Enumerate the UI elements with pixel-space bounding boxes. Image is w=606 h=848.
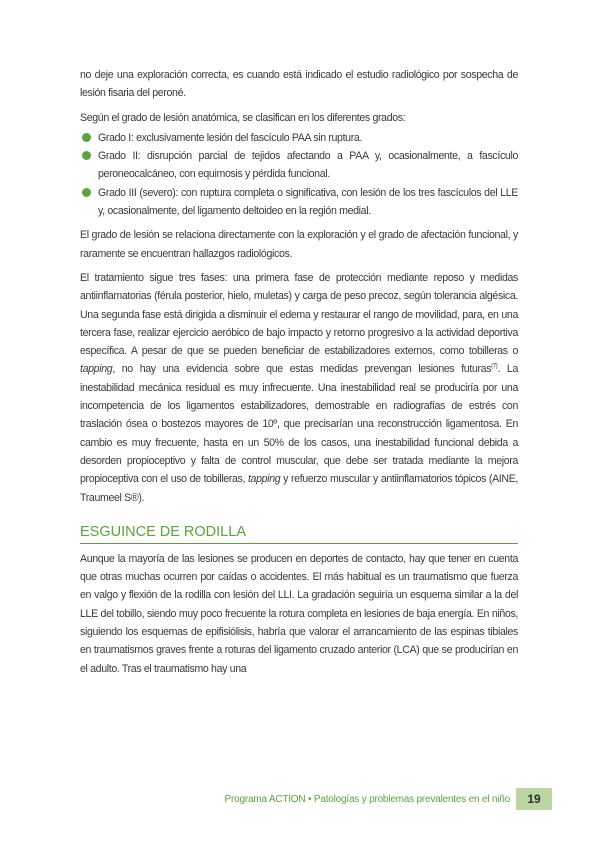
- treatment-text-1: El tratamiento sigue tres fases: una primera fase de protección mediante reposo y medidas antiinflamatorias (férula posterior, hielo, muletas) y carga de peso precoz, según tolerancia algésica. Una segunda fase está dirigida a disminuir el edema y restaurar el rango de movilidad, para, en una tercera fase, realizar ejercicio aeróbico de bajo impacto y retorno progresivo a la actividad deportiva específica. A pesar de que se pueden beneficiar de estabilizadores externos, como tobilleras o: [80, 271, 518, 358]
- continuation-paragraph: no deje una exploración correcta, es cuando está indicado el estudio radiológico por sospecha de lesión fisaria del peroné.: [80, 69, 518, 100]
- grade-1-text: Grado I: exclusivamente lesión del fascículo PAA sin ruptura.: [98, 131, 363, 144]
- grade-3-text: Grado III (severo): con ruptura completa o significativa, con lesión de los tres fascículos del LLE y, ocasionalmente, del ligamento deltoideo en la región medial.: [98, 186, 518, 218]
- bullet-icon: [82, 133, 91, 142]
- reference-marker: (7): [491, 363, 498, 370]
- footer-text: Programa ACTION • Patologías y problemas prevalentes en el niño: [224, 794, 510, 805]
- grades-list: [80, 129, 518, 220]
- relation-paragraph: El grado de lesión se relaciona directamente con la exploración y el grado de afectación funcional, y raramente se encuentran hallazgos radiológicos.: [80, 229, 518, 260]
- grade-2-text: Grado II: disrupción parcial de tejidos afectando a PAA y, ocasionalmente, a fascículo peroneocalcáneo, con equimosis y pérdida funcional.: [98, 150, 518, 181]
- list-item: [80, 184, 518, 221]
- section-title: ESGUINCE DE RODILLA: [80, 523, 518, 544]
- treatment-text-2: , no hay una evidencia sobre que estas medidas prevengan lesiones futuras: [112, 363, 492, 376]
- page-content: [80, 66, 518, 684]
- bullet-icon: [82, 151, 91, 160]
- page-footer: [0, 788, 606, 814]
- bullet-icon: [82, 188, 91, 197]
- section-body-paragraph: Aunque la mayoría de las lesiones se producen en deportes de contacto, hay que tener en cuenta que otras muchas ocurren por caídas o accidentes. El más habitual es un traumatismo que fuerza en valgo y flexión de la rodilla con lesión del LLI. La gradación seguiría un esquema similar a la del LLE del tobillo, siendo muy poco frecuente la rotura completa en lesiones de baja energía. En niños, siguiendo los esquemas de epifisiólisis, habría que valorar el arrancamiento de las espinas tibiales en traumatismos graves frente a roturas del ligamento cruzado anterior (LCA) que se producirían en el adulto. Tras el traumatismo hay una: [80, 552, 518, 675]
- page-number: 19: [516, 788, 552, 810]
- list-item: [80, 147, 518, 184]
- treatment-emphasis-2: tapping: [247, 473, 281, 486]
- treatment-paragraph: [80, 269, 518, 507]
- treatment-text-3: . La inestabilidad mecánica residual es muy infrecuente. Una inestabilidad real se produciría por una incompetencia de los ligamentos estabilizadores, demostrable en radiografías de estrés con traslación ósea o bostezos mayores de 10º, que precisarían una reconstrucción ligamentosa. En cambio es muy frecuente, hasta en un 50% de los casos, una inestabilidad funcional debida a desorden propioceptivo y falta de control muscular, que debe ser tratada mediante la mejora propioceptiva con el uso de tobilleras,: [80, 363, 518, 486]
- grades-intro-paragraph: Según el grado de lesión anatómica, se clasifican en los diferentes grados:: [80, 111, 406, 124]
- treatment-text-4: y refuerzo muscular y antiinflamatorios tópicos (AINE, Traumeel S®).: [80, 473, 519, 504]
- treatment-emphasis-1: tapping: [80, 363, 113, 376]
- list-item: [80, 129, 518, 147]
